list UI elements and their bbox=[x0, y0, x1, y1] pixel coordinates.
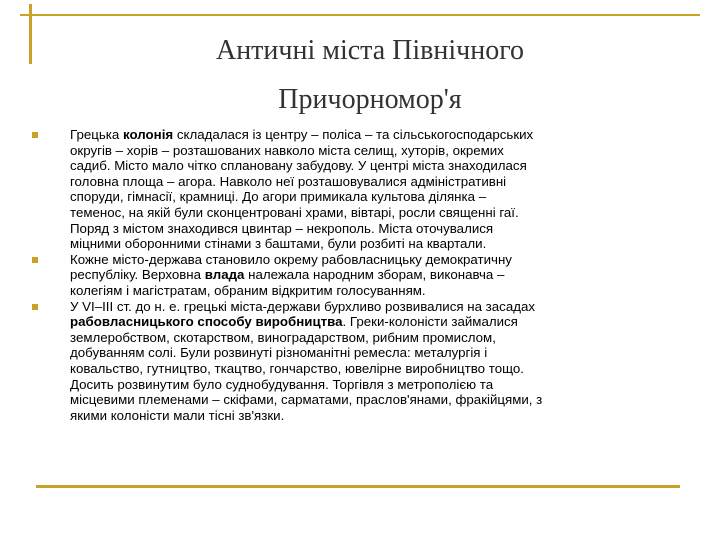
bold-term: колонія bbox=[123, 127, 174, 142]
bullet-item bbox=[30, 252, 690, 299]
text-segment: У VI–III ст. до н. е. грецькі міста-держави бурхливо розвивалися на засадах bbox=[70, 298, 536, 314]
slide-title-line-1: Античні міста Північного bbox=[215, 35, 525, 66]
bold-term: влада bbox=[204, 267, 245, 283]
bullet-item bbox=[30, 299, 690, 424]
text-segment: . Греки-колоністи займалися землеробством, скотарством, виноградарством, рибним промислом, добуванням солі. Були розвинуті різноманітні ремесла: металургія і ковальство, гутництво, ткацтво, гончарство, ювелірне виробництво тощо. Досить розвинутим було суднобудування. Торгівля з метрополією та місцевими племенами – скіфами, сарматами, праслов'янами, фракійцями, з якими колоністи мали тісні зв'язки. bbox=[70, 314, 543, 423]
bullet-item bbox=[30, 127, 690, 252]
square-bullet-icon bbox=[32, 257, 38, 263]
text-segment: Грецька bbox=[70, 127, 123, 142]
bullet-text bbox=[70, 299, 690, 424]
bold-term: рабовласницького способу виробництва bbox=[70, 314, 343, 330]
slide-title bbox=[40, 26, 700, 124]
bullet-text bbox=[70, 252, 690, 299]
bullet-text bbox=[70, 127, 690, 252]
text-segment: складалася із центру – поліса – та сільськогосподарських округів – хорів – розташованих навколо міста селищ, хуторів, окремих садиб. Місто мало чітко сплановану забудову. У центрі міста знаходилася головна площа – агора. Навколо неї розташовувалися адміністративні споруди, гімнасії, крамниці. До агори примикала культова ділянка – теменос, на якій були сконцентровані храми, вівтарі, росли священні гаї. Поряд з містом знаходився цвинтар – некрополь. Міста оточувалися міцними оборонними стінами з баштами, були розбиті на квартали. bbox=[70, 127, 534, 252]
decorative-top-line bbox=[20, 14, 700, 16]
text-segment: Кожне місто-держава становило окрему рабовласницьку демократичну республіку. Верховна bbox=[70, 251, 512, 283]
square-bullet-icon bbox=[32, 132, 38, 138]
text-segment: належала народним зборам, виконавча – колегіям і магістратам, обраним відкритим голосуванням. bbox=[70, 267, 505, 298]
slide-title-line-2: Причорномор'я bbox=[278, 84, 462, 115]
slide-content bbox=[30, 127, 690, 423]
square-bullet-icon bbox=[32, 304, 38, 310]
decorative-vertical-line bbox=[29, 4, 32, 64]
decorative-bottom-line bbox=[36, 485, 680, 488]
